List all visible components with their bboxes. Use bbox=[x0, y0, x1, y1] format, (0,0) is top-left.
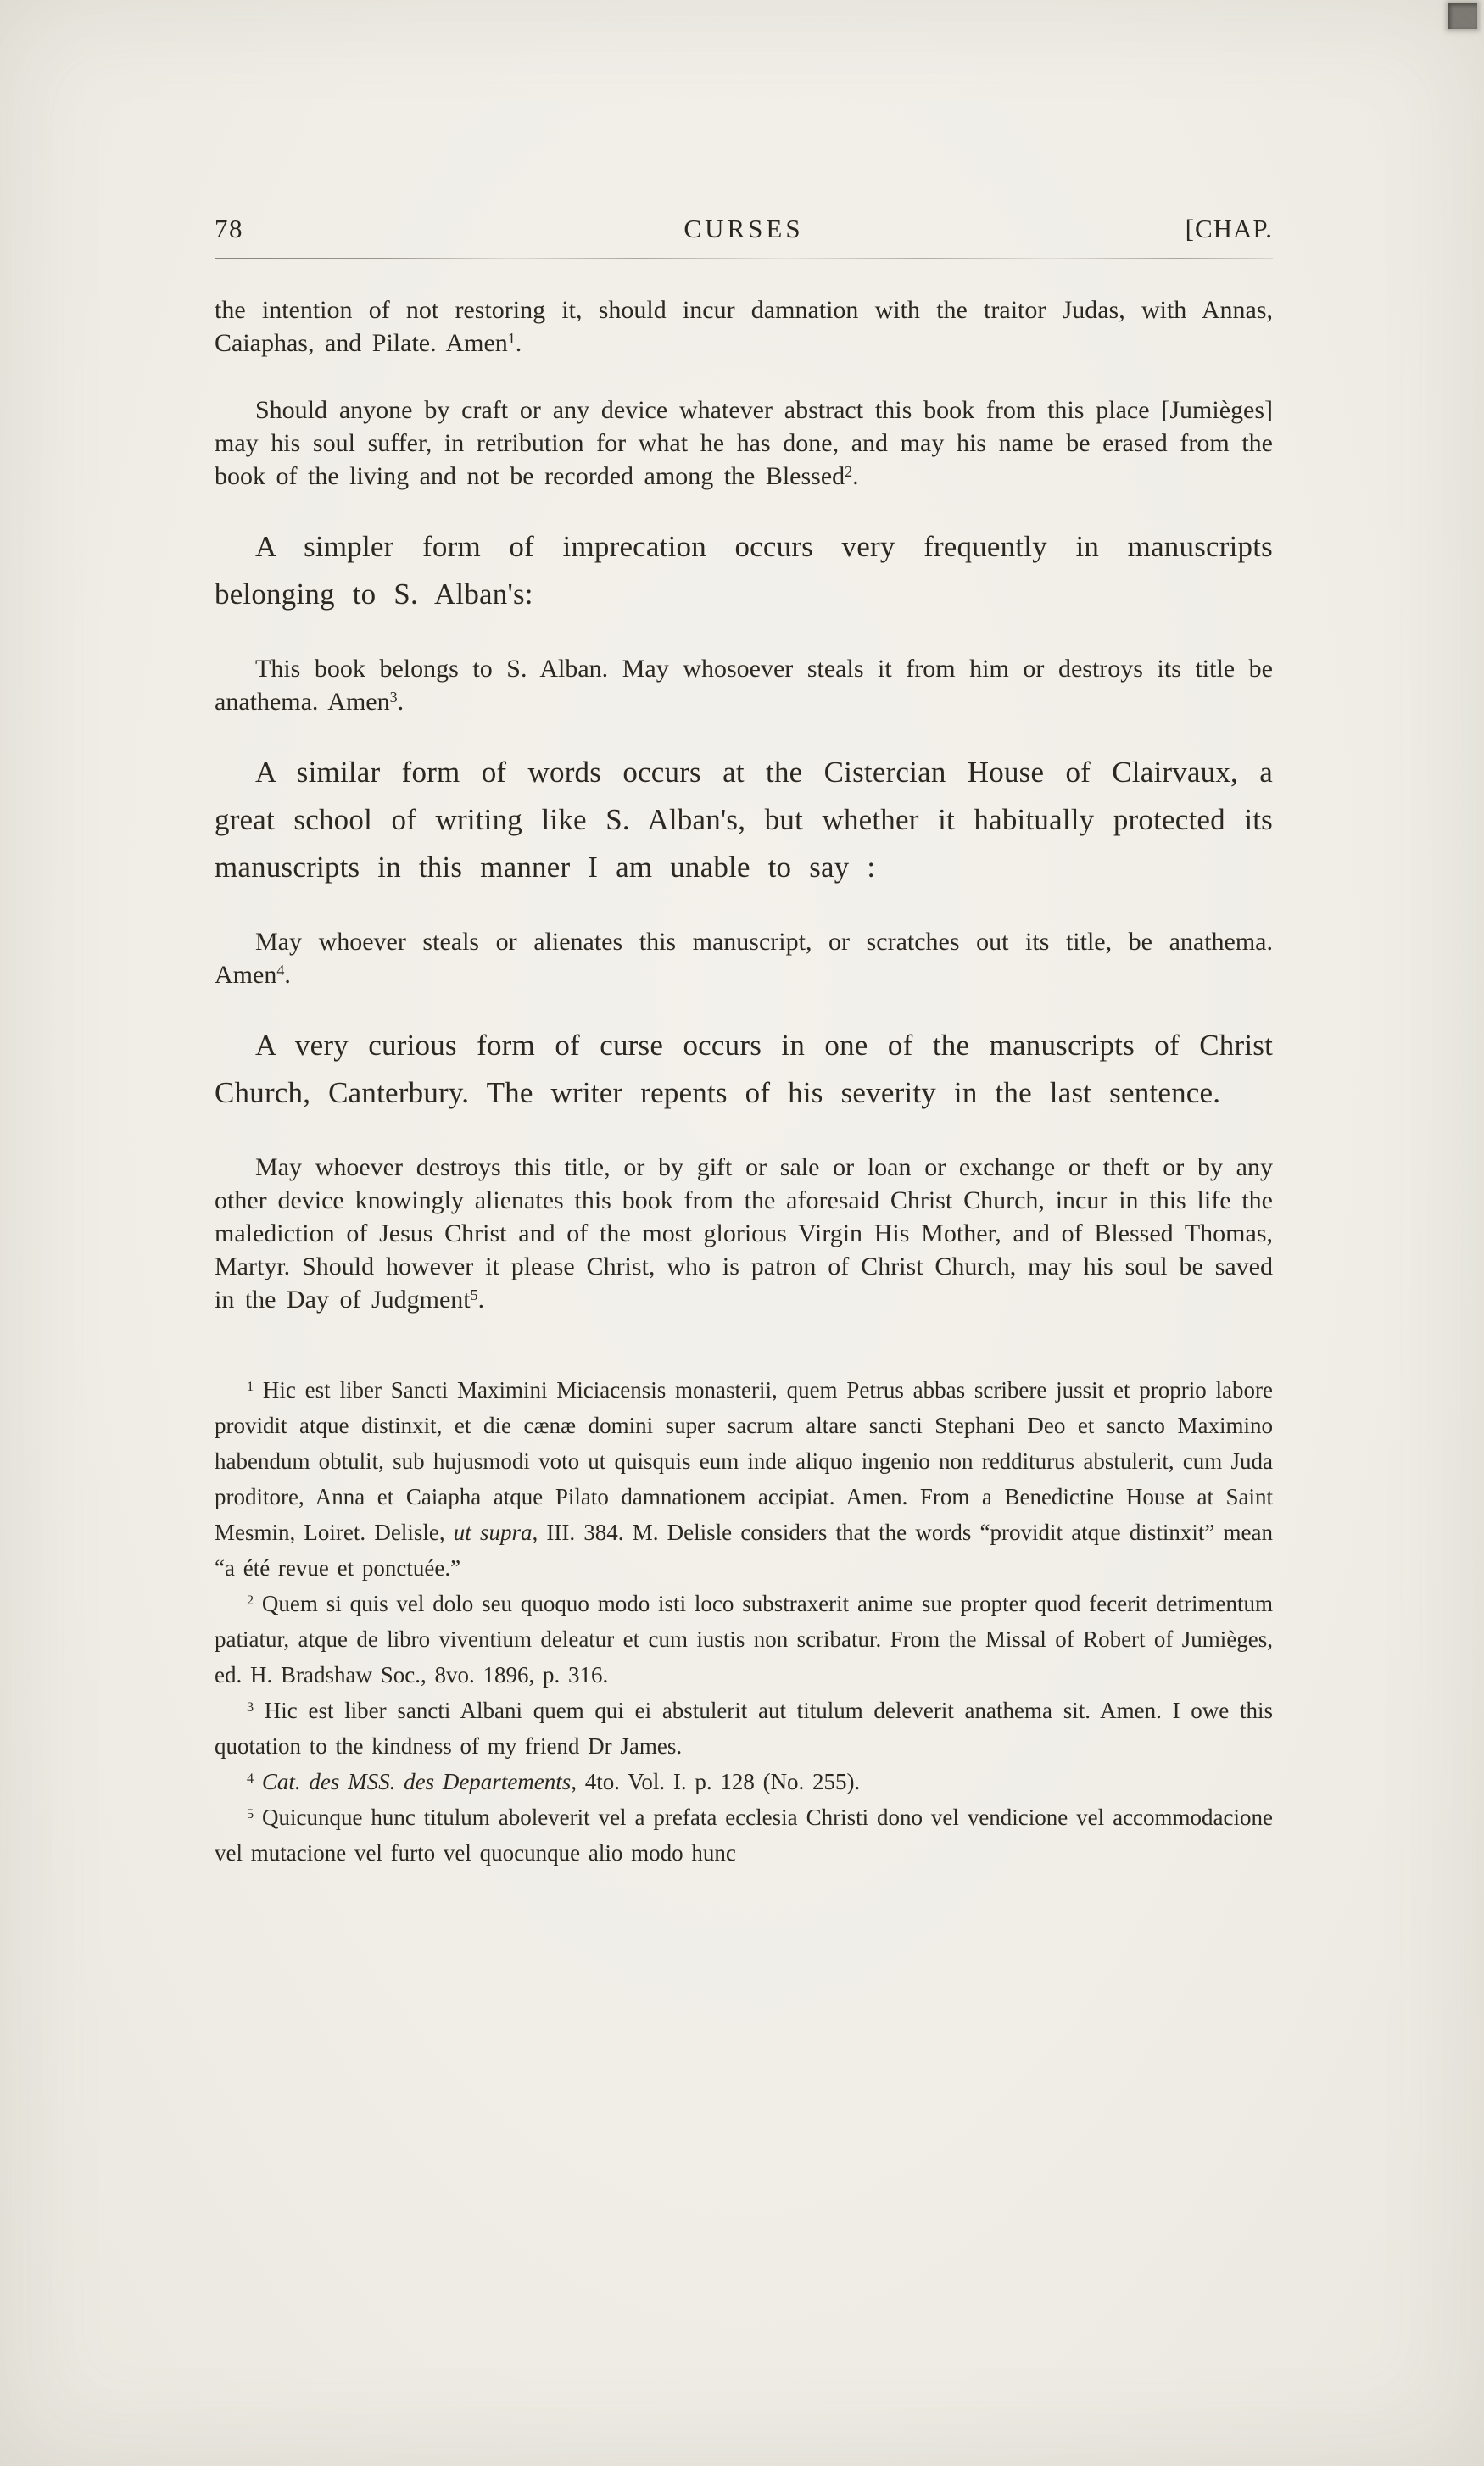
paragraph-quote-st-alban: This book belongs to S. Alban. May whosoever steals it from him or destroys its title be anathema. Amen$^3$. bbox=[215, 655, 1273, 716]
paragraph-quote-christ-church: May whoever destroys this title, or by gift or sale or loan or exchange or theft or by any other device knowingly alienates this book from the aforesaid Christ Church, incur in this life the malediction of Jesus Christ and of the most glorious Virgin His Mother, and of Blessed Thomas, Martyr. Should however it please Christ, who is patron of Christ Church, may his soul be saved in the Day of Judgment$^5$. bbox=[215, 1153, 1273, 1314]
footnotes-section bbox=[215, 1372, 1273, 1871]
page-number: 78 bbox=[215, 214, 243, 243]
page-header bbox=[215, 214, 1273, 244]
paragraph-similar-form: A similar form of words occurs at the Cistercian House of Clairvaux, a great school of writing like S. Alban's, but whether it habitually protected its manuscripts in this manner I am unable to say : bbox=[215, 756, 1273, 884]
chapter-marker: [CHAP. bbox=[1185, 214, 1273, 243]
paragraph-quote-continuation: the intention of not restoring it, should incur damnation with the traitor Judas, with Annas, Caiaphas, and Pilate. Amen$^1$. bbox=[215, 296, 1273, 357]
footnote-4: $^4$ Cat. des MSS. des Departements, 4to. Vol. I. p. 128 (No. 255). bbox=[247, 1769, 861, 1794]
footnote-1: $^1$ Hic est liber Sancti Maximini Miciacensis monasterii, quem Petrus abbas scribere jussit et proprio labore providit atque distinxit, et die cænæ domini super sacrum altare sancti Stephani Deo et sancto Maximino habendum obtulit, sub hujusmodi voto ut quisquis eum inde aliquo ingenio non redditurus abstulerit, cum Juda proditore, Anna et Caiapha atque Pilato damnationem accipiat. Amen. From a Benedictine House at Saint Mesmin, Loiret. Delisle, ut supra, III. 384. M. Delisle considers that the words “providit atque distinxit” mean “a été revue et ponctuée.” bbox=[215, 1377, 1273, 1581]
running-title: CURSES bbox=[683, 214, 804, 243]
paragraph-quote-clairvaux: May whoever steals or alienates this manuscript, or scratches out its title, be anathema. Amen$^4$. bbox=[215, 928, 1273, 989]
footnote-2: $^2$ Quem si quis vel dolo seu quoquo modo isti loco substraxerit anime sue propter quod fecerit detrimentum patiatur, atque de libro viventium deleatur et cum iustis non scribatur. From the Missal of Robert of Jumièges, ed. H. Bradshaw Soc., 8vo. 1896, p. 316. bbox=[215, 1591, 1273, 1688]
paragraph-simpler-form: A simpler form of imprecation occurs very frequently in manuscripts belonging to S. Alban's: bbox=[215, 530, 1273, 611]
footnote-5: $^5$ Quicunque hunc titulum aboleverit vel a prefata ecclesia Christi dono vel vendicione vel accommodacione vel mutacione vel furto vel quocunque alio modo hunc bbox=[215, 1805, 1273, 1866]
page-content bbox=[215, 214, 1273, 1871]
footnote-3: $^3$ Hic est liber sancti Albani quem qui ei abstulerit aut titulum deleverit anathema sit. Amen. I owe this quotation to the kindness of my friend Dr James. bbox=[215, 1698, 1273, 1759]
paragraph-curious-form: A very curious form of curse occurs in one of the manuscripts of Christ Church, Canterbury. The writer repents of his severity in the last sentence. bbox=[215, 1029, 1273, 1109]
scan-artifact-mark bbox=[1448, 3, 1477, 29]
header-rule bbox=[215, 258, 1273, 259]
paragraph-quote-jumieges: Should anyone by craft or any device whatever abstract this book from this place [Jumièges] may his soul suffer, in retribution for what he has done, and may his name be erased from the book of the living and not be recorded among the Blessed$^2$. bbox=[215, 396, 1273, 490]
